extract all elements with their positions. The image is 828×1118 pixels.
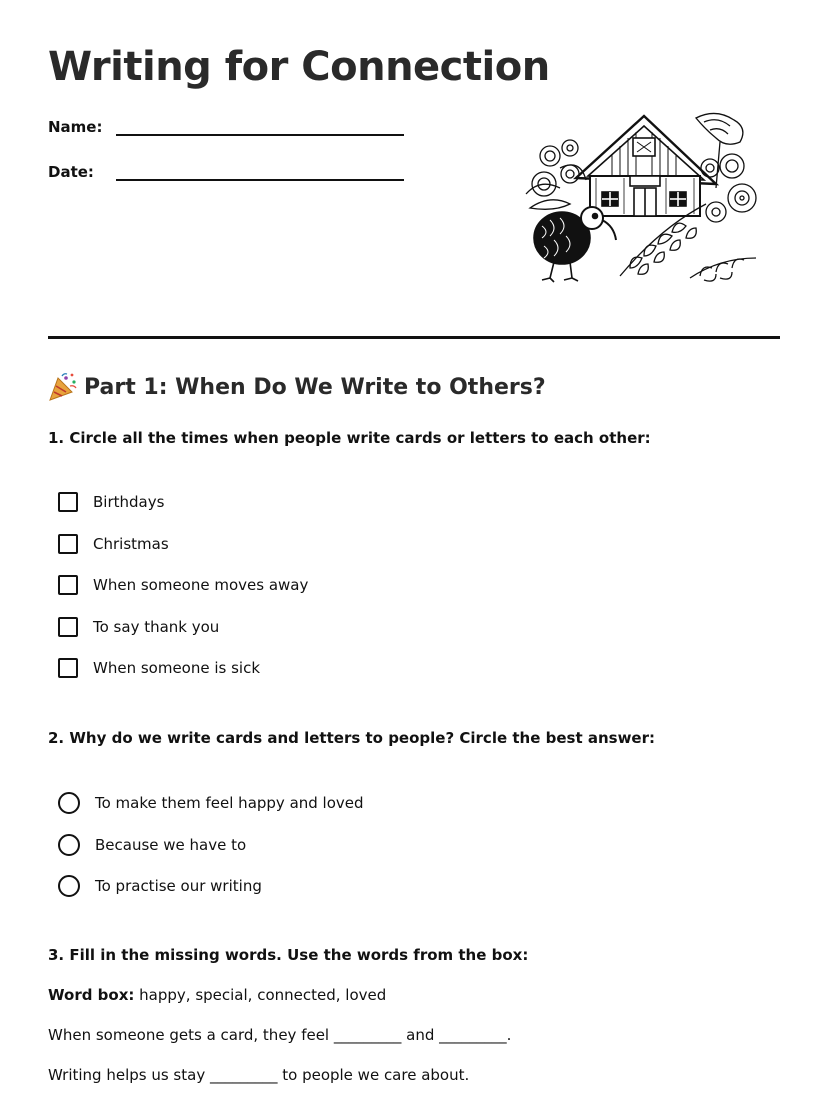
house-kiwi-fern-illustration [520,108,764,288]
word-box-words: happy, special, connected, loved [139,986,387,1004]
option-label: To make them feel happy and loved [95,794,364,812]
date-blank-line[interactable] [116,179,404,181]
date-field[interactable] [48,163,116,181]
checkbox[interactable] [58,575,78,595]
checkbox[interactable] [58,617,78,637]
page-title: Writing for Connection [48,44,550,90]
question-1-prompt: 1. Circle all the times when people write cards or letters to each other: [48,429,651,447]
fill-sentence-1[interactable]: When someone gets a card, they feel _________ and _________. [48,1026,512,1044]
q1-option-christmas[interactable] [58,534,169,554]
q2-option-happy-loved[interactable] [58,792,364,814]
checkbox[interactable] [58,658,78,678]
name-label: Name: [48,118,103,136]
question-3-prompt: 3. Fill in the missing words. Use the words from the box: [48,946,529,964]
q2-option-have-to[interactable] [58,834,246,856]
radio-circle[interactable] [58,875,80,897]
word-box-label: Word box: [48,986,135,1004]
option-label: Because we have to [95,836,247,854]
option-label: To say thank you [93,618,220,636]
q1-option-sick[interactable] [58,658,260,678]
option-label: Birthdays [93,493,165,511]
radio-circle[interactable] [58,792,80,814]
section-divider [48,336,780,339]
q1-option-birthdays[interactable] [58,492,164,512]
word-box [48,986,386,1004]
q1-option-thank-you[interactable] [58,617,219,637]
fill-sentence-2[interactable]: Writing helps us stay _________ to people we care about. [48,1066,470,1084]
part1-heading-text: Part 1: When Do We Write to Others? [84,374,546,400]
name-field[interactable] [48,118,116,136]
checkbox[interactable] [58,534,78,554]
party-popper-icon [48,372,78,402]
q2-option-practise[interactable] [58,875,262,897]
option-label: Christmas [93,535,169,553]
name-blank-line[interactable] [116,134,404,136]
date-label: Date: [48,163,94,181]
option-label: To practise our writing [95,877,262,895]
option-label: When someone is sick [93,659,261,677]
q1-option-moves-away[interactable] [58,575,308,595]
option-label: When someone moves away [93,576,309,594]
radio-circle[interactable] [58,834,80,856]
part1-heading [48,372,546,402]
checkbox[interactable] [58,492,78,512]
question-2-prompt: 2. Why do we write cards and letters to people? Circle the best answer: [48,729,655,747]
